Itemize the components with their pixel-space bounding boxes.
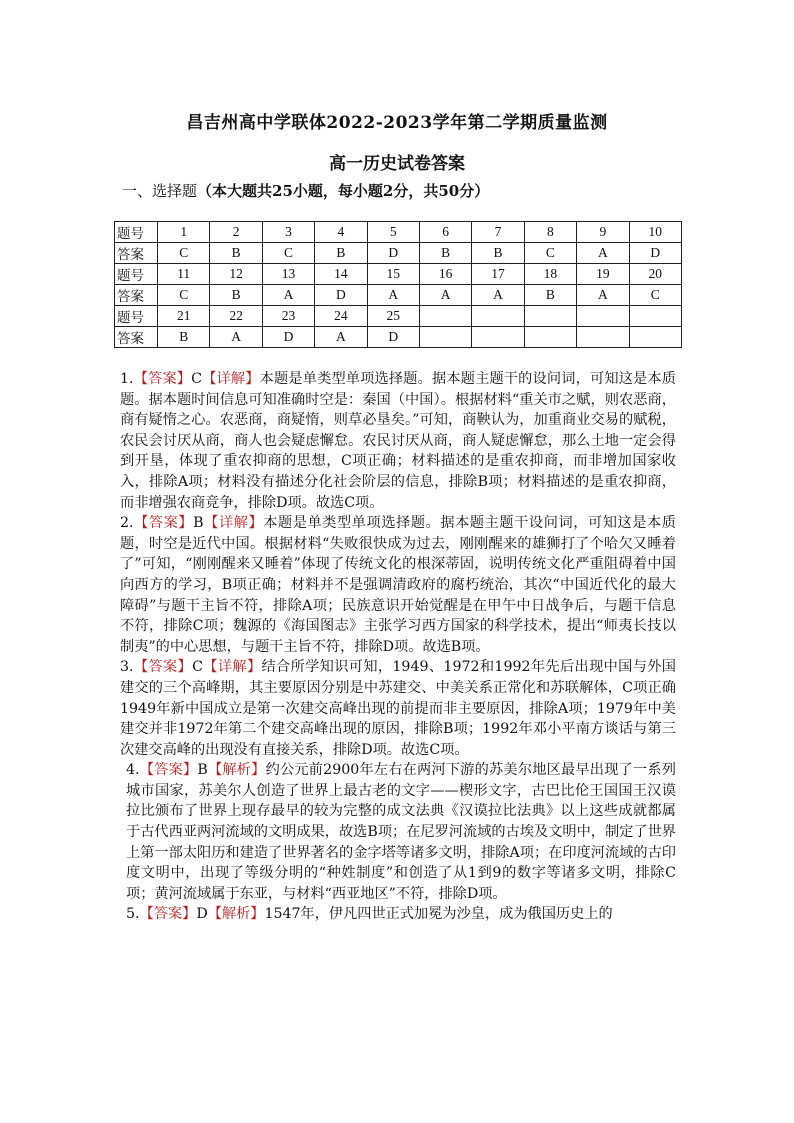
answer-tag: 【答案】 xyxy=(133,371,192,387)
question-number: 5. xyxy=(126,906,140,923)
table-cell: A xyxy=(577,243,629,264)
table-cell: D xyxy=(367,243,419,264)
table-cell: D xyxy=(367,327,419,348)
table-row xyxy=(115,264,682,285)
row-header-cell: 题号 xyxy=(115,306,158,327)
table-cell: B xyxy=(158,327,210,348)
table-cell: C xyxy=(158,243,210,264)
table-cell: 16 xyxy=(419,264,471,285)
table-cell: 23 xyxy=(262,306,314,327)
explanation-tag: 【详解】 xyxy=(202,371,260,387)
table-cell: C xyxy=(524,243,576,264)
table-cell: B xyxy=(315,243,367,264)
question-number: 1. xyxy=(120,371,134,387)
table-cell: D xyxy=(315,285,367,306)
table-cell: 21 xyxy=(158,306,210,327)
explanation-item xyxy=(120,369,676,513)
table-cell xyxy=(577,306,629,327)
explanations xyxy=(120,369,676,925)
table-row xyxy=(115,222,682,243)
table-row xyxy=(115,285,682,306)
table-cell: 19 xyxy=(577,264,629,285)
table-cell: A xyxy=(262,285,314,306)
table-cell: A xyxy=(315,327,367,348)
explanation-item xyxy=(120,513,676,657)
table-cell xyxy=(629,327,681,348)
answer-tag: 【答案】 xyxy=(139,762,198,779)
table-cell: D xyxy=(629,243,681,264)
table-cell: 12 xyxy=(210,264,262,285)
table-cell: A xyxy=(367,285,419,306)
table-cell xyxy=(524,306,576,327)
answer-letter: B xyxy=(193,515,204,532)
table-cell: 1 xyxy=(158,222,210,243)
table-cell: B xyxy=(419,243,471,264)
table-cell: 4 xyxy=(315,222,367,243)
table-cell xyxy=(419,327,471,348)
table-cell: A xyxy=(210,327,262,348)
explanation-item xyxy=(120,760,676,904)
table-cell: 7 xyxy=(472,222,524,243)
question-number: 4. xyxy=(126,762,140,779)
table-cell: 22 xyxy=(210,306,262,327)
answer-table xyxy=(114,221,682,348)
explanation-item xyxy=(120,904,676,925)
explanation-tag: 【详解】 xyxy=(202,659,262,676)
table-row xyxy=(115,243,682,264)
table-cell: 5 xyxy=(367,222,419,243)
table-cell xyxy=(472,327,524,348)
table-cell: 20 xyxy=(629,264,681,285)
table-cell: D xyxy=(262,327,314,348)
table-cell: A xyxy=(472,285,524,306)
table-cell xyxy=(629,306,681,327)
explanation-tag: 【详解】 xyxy=(203,515,264,532)
document-subtitle: 高一历史试卷答案 xyxy=(329,154,465,174)
row-header-cell: 答案 xyxy=(115,327,158,348)
answer-tag: 【答案】 xyxy=(133,659,193,676)
table-cell: 2 xyxy=(210,222,262,243)
table-cell: 8 xyxy=(524,222,576,243)
row-header-cell: 题号 xyxy=(115,222,158,243)
table-cell: C xyxy=(629,285,681,306)
table-cell: 6 xyxy=(419,222,471,243)
row-header-cell: 答案 xyxy=(115,243,158,264)
table-cell: 14 xyxy=(315,264,367,285)
table-cell: 10 xyxy=(629,222,681,243)
answer-letter: D xyxy=(196,906,208,923)
section-prefix: 一、选择题 xyxy=(122,182,198,200)
explanation-text: 本题是单类型单项选择题。据本题主题干设问词，可知这是本质题，时空是近代中国。根据材料“失败很快成为过去，刚刚醒来的雄狮打了个哈欠又睡着了”可知，“刚刚醒来又睡着”体现了传统文化的根深蒂固，说明传统文化严重阻碍着中国向西方的学习，B项正确；材料并不是强调清政府的腐朽统治，其次“中国近代化的最大障碍”与题干主旨不符，排除A项；民族意识开始觉醒是在甲午中日战争后，与题干信息不符，排除C项；魏源的《海国图志》主张学习西方国家的科学技术，提出“师夷长技以制夷”的中心思想，与题干主旨不符，排除D项。故选B项。 xyxy=(120,515,676,655)
table-cell: C xyxy=(262,243,314,264)
table-cell: 9 xyxy=(577,222,629,243)
explanation-tag: 【解析】 xyxy=(207,762,266,779)
answer-letter: C xyxy=(191,371,203,387)
section-heading xyxy=(122,180,489,201)
explanation-text: 本题是单类型单项选择题。据本题主题干的设问词，可知这是本质题。据本题时间信息可知准确时空是：秦国（中国）。根据材料“重关市之赋，则农恶商，商有疑惰之心。农恶商，商疑惰，则草必垦矣。”可知，商鞅认为，加重商业交易的赋税，农民会讨厌从商，商人也会疑虑懈怠。农民讨厌从商，商人疑虑懈怠，那么土地一定会得到开垦，体现了重农抑商的思想，C项正确；材料描述的是重农抑商，而非增加国家收入，排除A项；材料没有描述分化社会阶层的信息，排除B项；材料描述的是重农抑商，而非增强农商竞争，排除D项。故选C项。 xyxy=(120,371,676,511)
section-detail: （本大题共25小题，每小题2分，共50分） xyxy=(197,182,490,200)
table-cell: 3 xyxy=(262,222,314,243)
question-number: 3. xyxy=(120,659,134,676)
answer-tag: 【答案】 xyxy=(133,515,194,532)
table-cell: 15 xyxy=(367,264,419,285)
explanation-item xyxy=(120,657,676,760)
table-cell: 17 xyxy=(472,264,524,285)
table-cell: B xyxy=(472,243,524,264)
explanation-text: 1547年，伊凡四世正式加冕为沙皇，成为俄国历史上的 xyxy=(264,906,613,923)
table-cell: B xyxy=(524,285,576,306)
table-cell: 11 xyxy=(158,264,210,285)
table-cell: B xyxy=(210,285,262,306)
answer-tag: 【答案】 xyxy=(139,906,197,923)
table-cell: B xyxy=(210,243,262,264)
question-number: 2. xyxy=(120,515,134,532)
table-cell xyxy=(419,306,471,327)
table-cell xyxy=(577,327,629,348)
table-cell: 18 xyxy=(524,264,576,285)
table-cell: A xyxy=(419,285,471,306)
answer-letter: C xyxy=(192,659,203,676)
document-title: 昌吉州高中学联体2022-2023学年第二学期质量监测 xyxy=(186,113,608,133)
table-cell: A xyxy=(577,285,629,306)
table-row xyxy=(115,327,682,348)
table-row xyxy=(115,306,682,327)
table-cell: 25 xyxy=(367,306,419,327)
table-cell: 24 xyxy=(315,306,367,327)
table-cell xyxy=(524,327,576,348)
answer-letter: B xyxy=(197,762,208,779)
table-cell xyxy=(472,306,524,327)
row-header-cell: 题号 xyxy=(115,264,158,285)
table-cell: C xyxy=(158,285,210,306)
table-cell: 13 xyxy=(262,264,314,285)
explanation-text: 约公元前2900年左右在两河下游的苏美尔地区最早出现了一系列城市国家，苏美尔人创造了世界上最古老的文字——楔形文字，古巴比伦王国国王汉谟拉比颁布了世界上现存最早的较为完整的成文法典《汉谟拉比法典》以上这些成就都属于古代西亚两河流域的文明成果，故选B项；在尼罗河流域的古埃及文明中，制定了世界上第一部太阳历和建造了世界著名的金字塔等诸多文明，排除A项；在印度河流域的古印度文明中，出现了等级分明的“种姓制度”和创造了从1到9的数字等诸多文明，排除C项；黄河流域属于东亚，与材料“西亚地区”不符，排除D项。 xyxy=(126,762,676,902)
row-header-cell: 答案 xyxy=(115,285,158,306)
explanation-tag: 【解析】 xyxy=(207,906,265,923)
explanation-text: 结合所学知识可知，1949、1972和1992年先后出现中国与外国建交的三个高峰期，其主要原因分别是中苏建交、中美关系正常化和苏联解体，C项正确 1949年新中国成立是第一次建交高峰出现的前提而非主要原因，排除A项；1979年中美建交并非1972年第二个建交高峰出现的原因，排除B项；1992年邓小平南方谈话与第三次建交高峰的出现没有直接关系，排除D项。故选C项。 xyxy=(120,659,676,758)
